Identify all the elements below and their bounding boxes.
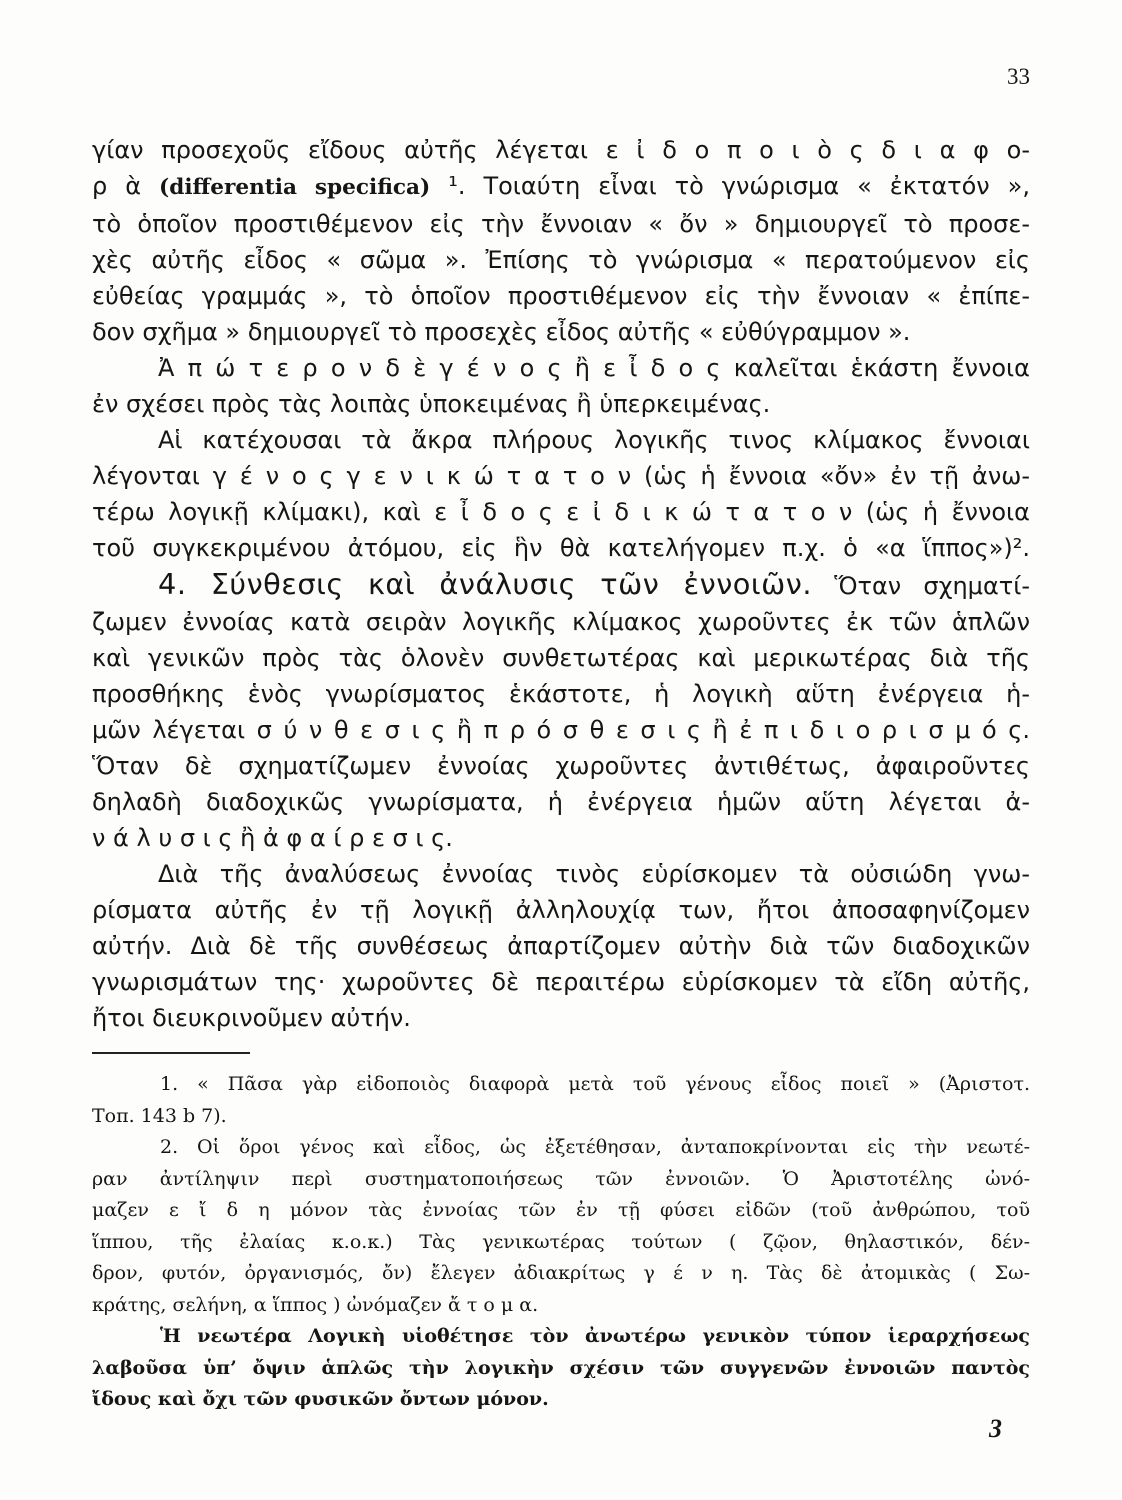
footnote-line: 1. « Πᾶσα γὰρ εἰδοποιὸς διαφορὰ μετὰ τοῦ γένους εἶδος ποιεῖ » (Ἀριστοτ. (160, 1073, 1030, 1095)
body-line: εὐθείας γραμμάς », τὸ ὁποῖον προστιθέμενον εἰς τὴν ἔννοιαν « ἐπίπε- (92, 282, 1030, 310)
body-line: τὸ ὁποῖον προστιθέμενον εἰς τὴν ἔννοιαν « ὄν » δημιουργεῖ τὸ προσε- (92, 210, 1030, 238)
footnote-line: κράτης, σελήνη, α ἵππος ) ὠνόμαζεν ἄ τ ο μ α. (92, 1293, 539, 1316)
page-number: 33 (1007, 64, 1030, 89)
main-text (92, 132, 1030, 1036)
body-line: ρίσματα αὐτῆς ἐν τῇ λογικῇ ἀλληλουχίᾳ των, ἤτοι ἀποσαφηνίζομεν (92, 896, 1030, 924)
footnote-line: ραν ἀντίληψιν περὶ συστηματοποιήσεως τῶν ἐννοιῶν. Ὁ Ἀριστοτέλης ὠνό- (92, 1167, 1030, 1190)
body-line: μῶν λέγεται σ ύ ν θ ε σ ι ς ἢ π ρ ό σ θ ε σ ι ς ἢ ἐ π ι δ ι ο ρ ι σ μ ό ς. (92, 716, 1030, 744)
footnote-line: ἴδους καὶ ὄχι τῶν φυσικῶν ὄντων μόνον. (92, 1388, 549, 1410)
body-line: αὐτήν. Διὰ δὲ τῆς συνθέσεως ἀπαρτίζομεν αὐτὴν διὰ τῶν διαδοχικῶν (92, 932, 1030, 960)
body-line (92, 566, 1030, 604)
body-line: τέρω λογικῇ κλίμακι), καὶ ε ἶ δ ο ς ε ἰ δ ι κ ώ τ α τ ο ν (ὡς ἡ ἔννοια (92, 498, 1030, 526)
body-line: τοῦ συγκεκριμένου ἀτόμου, εἰς ἣν θὰ κατελήγομεν π.χ. ὁ «α ἵππος»)². (92, 534, 1030, 562)
footnote-line: 2. Οἱ ὅροι γένος καὶ εἶδος, ὡς ἐξετέθησαν, ἀνταποκρίνονται εἰς τὴν νεωτέ- (160, 1136, 1030, 1158)
signature-mark: 3 (989, 1414, 1002, 1443)
body-line: ἐν σχέσει πρὸς τὰς λοιπὰς ὑποκειμένας ἢ ὑπερκειμένας. (92, 390, 771, 418)
footnote-line: ἵππου, τῆς ἐλαίας κ.ο.κ.) Τὰς γενικωτέρας τούτων ( ζῷον, θηλαστικόν, δέν- (92, 1230, 1030, 1253)
body-line (92, 168, 1030, 206)
body-line: χὲς αὐτῆς εἶδος « σῶμα ». Ἐπίσης τὸ γνώρισμα « περατούμενον εἰς (92, 246, 1030, 274)
body-line: ζωμεν ἐννοίας κατὰ σειρὰν λογικῆς κλίμακος χωροῦντες ἐκ τῶν ἁπλῶν (92, 608, 1030, 636)
body-line: προσθήκης ἑνὸς γνωρίσματος ἑκάστοτε, ἡ λογικὴ αὕτη ἐνέργεια ἡ- (92, 680, 1030, 708)
body-line: καὶ γενικῶν πρὸς τὰς ὁλονὲν συνθετωτέρας καὶ μερικωτέρας διὰ τῆς (92, 644, 1030, 672)
section-heading: 4. Σύνθεσις καὶ ἀνάλυσις τῶν ἐννοιῶν. (158, 567, 812, 601)
body-line: Αἱ κατέχουσαι τὰ ἄκρα πλήρους λογικῆς τινος κλίμακος ἔννοιαι (158, 426, 1030, 454)
footnote-line: Τοπ. 143 b 7). (92, 1104, 227, 1127)
footnote-line: μαζεν ε ἴ δ η μόνον τὰς ἐννοίας τῶν ἐν τῇ φύσει εἰδῶν (τοῦ ἀνθρώπου, τοῦ (92, 1199, 1030, 1221)
body-line-text: Ὅταν σχηματί- (834, 572, 1030, 600)
footnote-line: λαβοῦσα ὑπ’ ὄψιν ἁπλῶς τὴν λογικὴν σχέσιν τῶν συγγενῶν ἐννοιῶν παντὸς (92, 1356, 1030, 1379)
footnote-line: δρον, φυτόν, ὀργανισμός, ὄν) ἔλεγεν ἀδιακρίτως γ έ ν η. Τὰς δὲ ἀτομικὰς ( Σω- (92, 1262, 1030, 1284)
latin-term: (differentia specifica) (159, 175, 431, 200)
body-line: Ἀ π ώ τ ε ρ ο ν δ ὲ γ έ ν ο ς ἢ ε ἶ δ ο ς καλεῖται ἑκάστη ἔννοια (158, 354, 1030, 382)
body-line: Ὅταν δὲ σχηματίζωμεν ἐννοίας χωροῦντες ἀντιθέτως, ἀφαιροῦντες (92, 752, 1030, 780)
footnote-separator (92, 1052, 250, 1054)
body-line: γίαν προσεχοῦς εἴδους αὐτῆς λέγεται ε ἰ δ ο π ο ι ὸ ς δ ι α φ ο- (92, 136, 1030, 164)
body-line: ν ά λ υ σ ι ς ἢ ἀ φ α ί ρ ε σ ι ς. (92, 824, 453, 852)
body-line: ἤτοι διευκρινοῦμεν αὐτήν. (92, 1004, 411, 1032)
footnote-line: Ἡ νεωτέρα Λογικὴ υἱοθέτησε τὸν ἀνωτέρω γενικὸν τύπον ἱεραρχήσεως (160, 1325, 1030, 1347)
body-line: Διὰ τῆς ἀναλύσεως ἐννοίας τινὸς εὑρίσκομεν τὰ οὐσιώδη γνω- (158, 860, 1030, 888)
body-line-text: ¹. Τοιαύτη εἶναι τὸ γνώρισμα « ἐκτατόν », (448, 172, 1030, 200)
body-line: λέγονται γ έ ν ο ς γ ε ν ι κ ώ τ α τ ο ν (ὡς ἡ ἔννοια «ὄν» ἐν τῇ ἀνω- (92, 462, 1030, 490)
body-line-text: ρ ὰ (92, 172, 142, 200)
footnotes (92, 1069, 1030, 1416)
body-line: δηλαδὴ διαδοχικῶς γνωρίσματα, ἡ ἐνέργεια ἡμῶν αὕτη λέγεται ἀ- (92, 788, 1030, 816)
body-line: γνωρισμάτων της· χωροῦντες δὲ περαιτέρω εὑρίσκομεν τὰ εἴδη αὐτῆς, (92, 968, 1030, 996)
body-line: δον σχῆμα » δημιουργεῖ τὸ προσεχὲς εἶδος αὐτῆς « εὐθύγραμμον ». (92, 318, 911, 346)
